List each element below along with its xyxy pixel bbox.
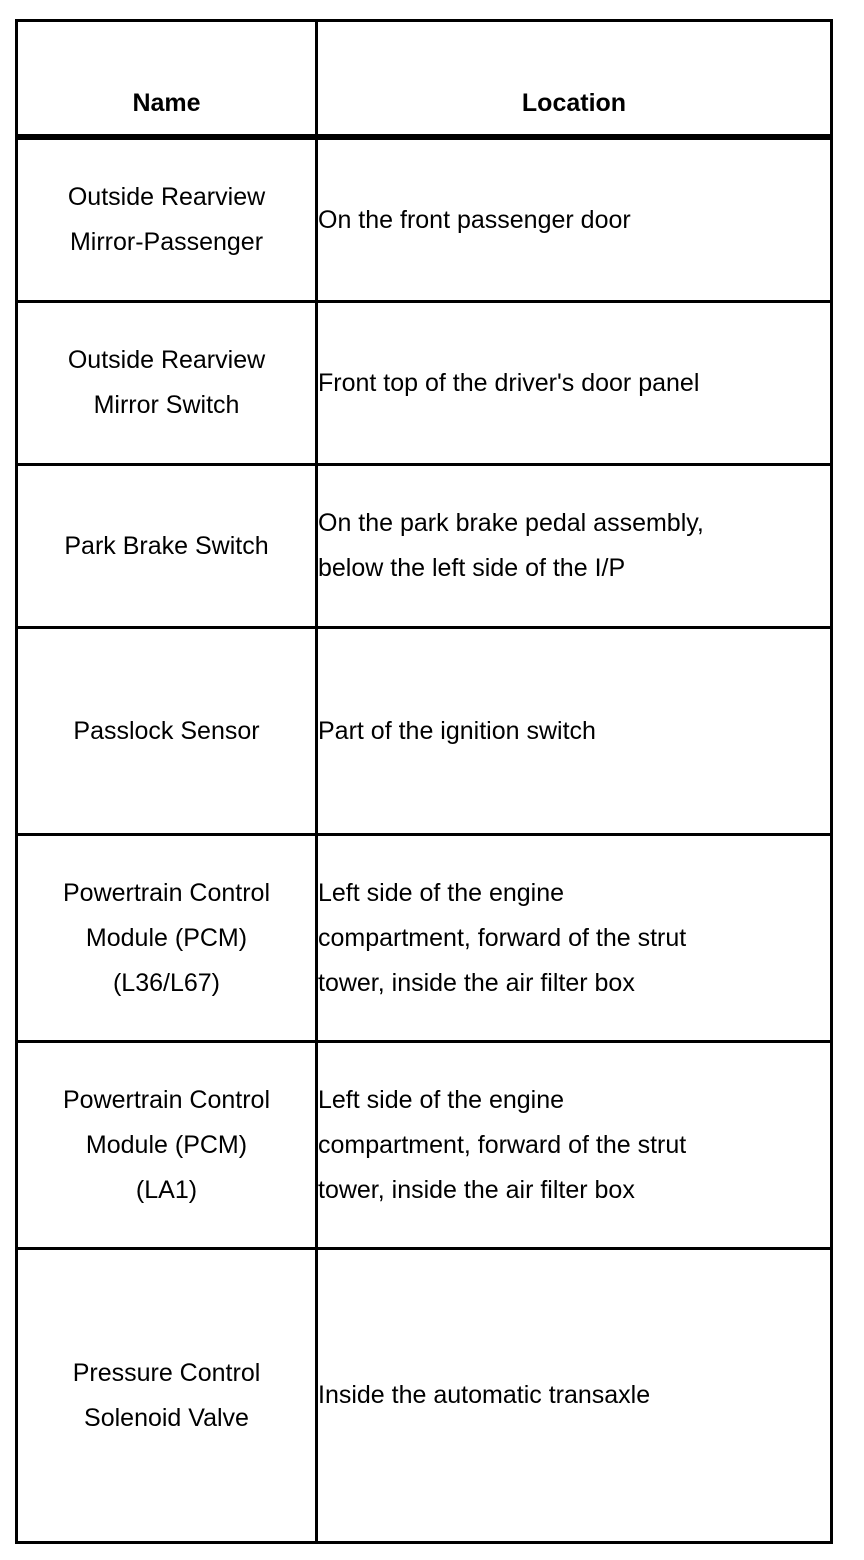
table-header-row xyxy=(17,21,832,138)
component-location-cell: Part of the ignition switch xyxy=(317,628,832,835)
component-name-cell: Outside Rearview Mirror-Passenger xyxy=(17,137,317,302)
component-name-cell: Park Brake Switch xyxy=(17,465,317,628)
component-name-cell: Passlock Sensor xyxy=(17,628,317,835)
component-location-cell: On the park brake pedal assembly, below the left side of the I/P xyxy=(317,465,832,628)
component-location-cell: Left side of the engine compartment, forward of the strut tower, inside the air filter box xyxy=(317,1042,832,1249)
component-location-cell: Front top of the driver's door panel xyxy=(317,302,832,465)
component-location-cell: On the front passenger door xyxy=(317,137,832,302)
table-row xyxy=(17,628,832,835)
component-locator-table xyxy=(15,19,833,1544)
column-header-name: Name xyxy=(17,21,317,138)
table-row xyxy=(17,137,832,302)
component-name-cell: Pressure Control Solenoid Valve xyxy=(17,1249,317,1543)
table-row xyxy=(17,1249,832,1543)
component-name-cell: Outside Rearview Mirror Switch xyxy=(17,302,317,465)
table-row xyxy=(17,465,832,628)
table-row xyxy=(17,835,832,1042)
column-header-location: Location xyxy=(317,21,832,138)
component-location-cell: Inside the automatic transaxle xyxy=(317,1249,832,1543)
table-row xyxy=(17,302,832,465)
component-name-cell: Powertrain Control Module (PCM) (LA1) xyxy=(17,1042,317,1249)
component-location-cell: Left side of the engine compartment, forward of the strut tower, inside the air filter box xyxy=(317,835,832,1042)
table-row xyxy=(17,1042,832,1249)
component-name-cell: Powertrain Control Module (PCM) (L36/L67) xyxy=(17,835,317,1042)
